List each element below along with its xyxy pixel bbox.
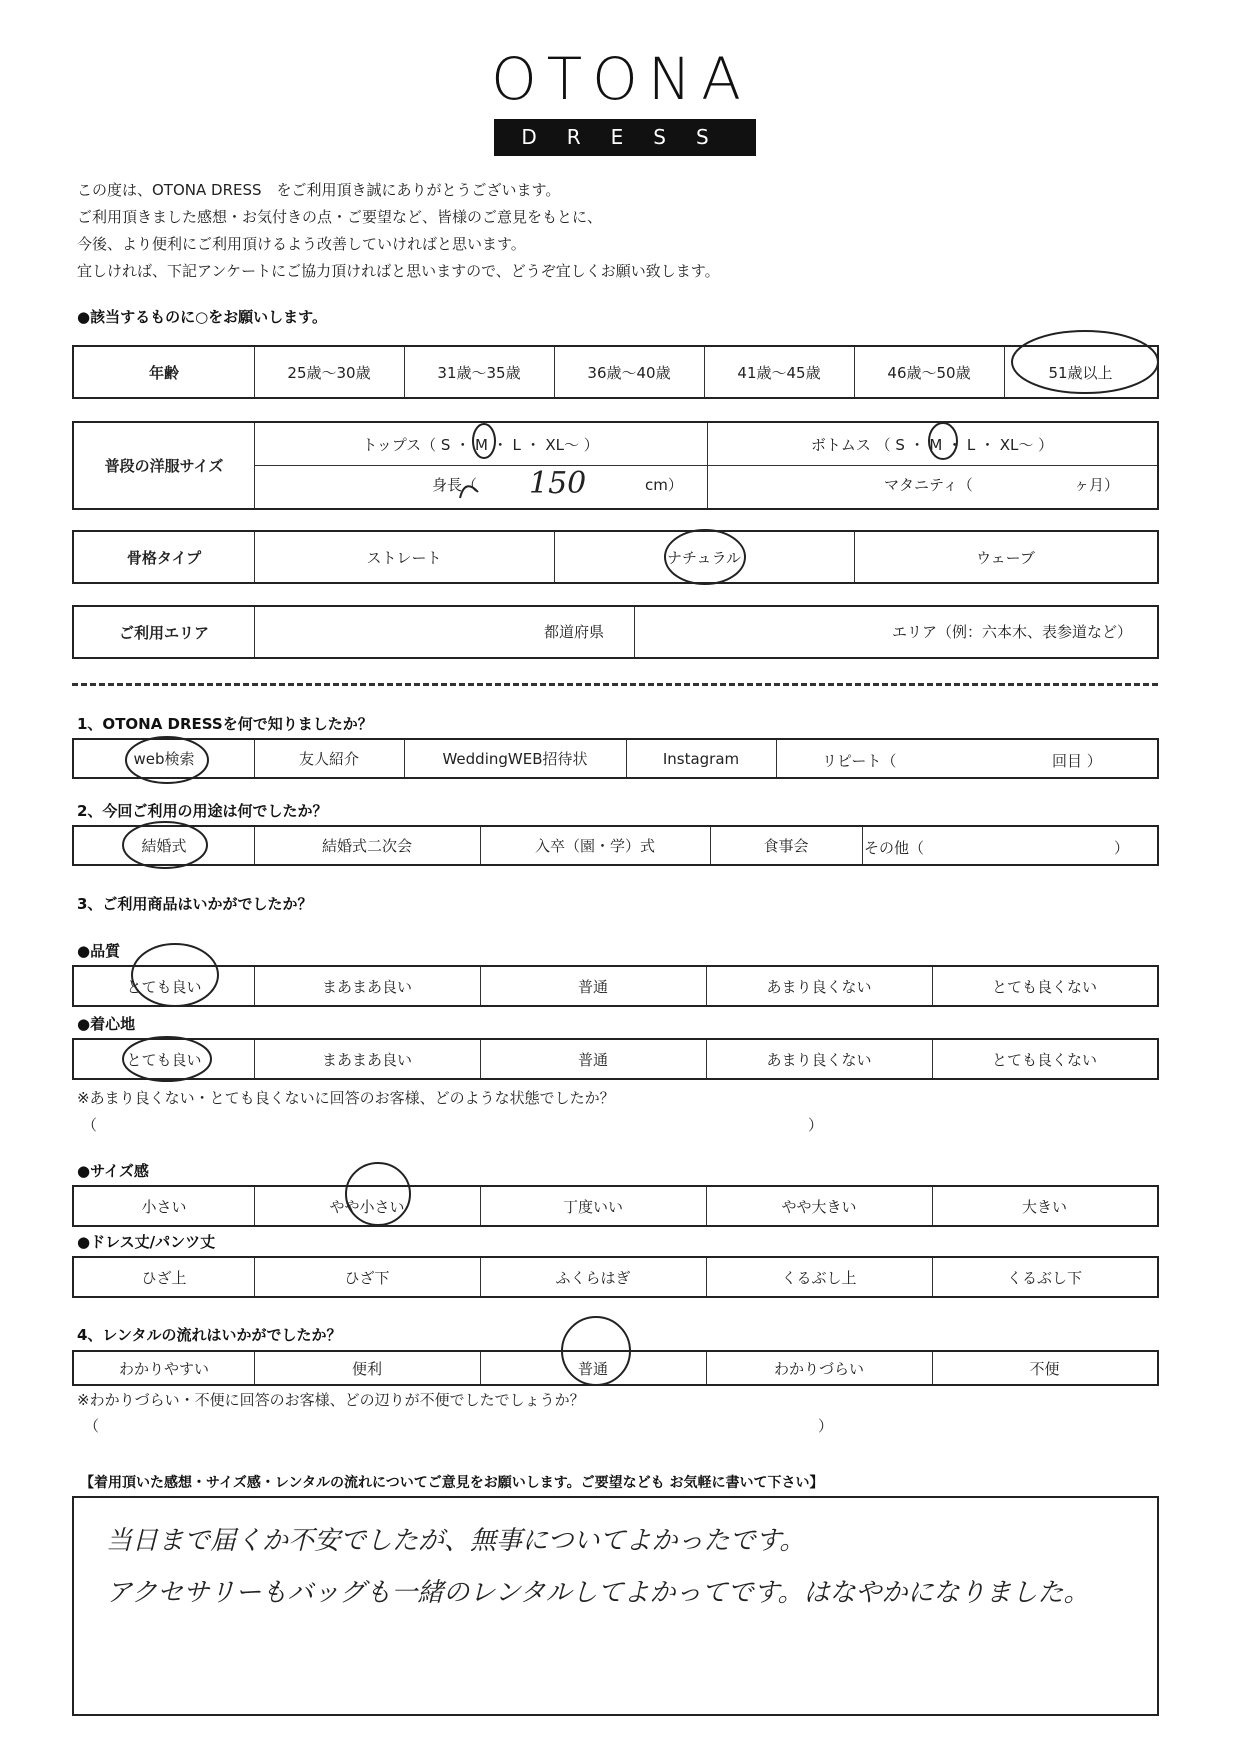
age-option[interactable]: 25歳〜30歳 [287, 363, 371, 382]
q4-title: 4、レンタルの流れはいかがでしたか？ [77, 1326, 342, 1344]
q2-option[interactable]: 食事会 [763, 837, 809, 855]
q4-paren-close: ） [818, 1417, 834, 1435]
comfort-selected-circle [123, 1037, 211, 1081]
maternity-suffix: ヶ月） [1074, 476, 1120, 494]
bottoms-selected-circle [929, 423, 957, 459]
comment-line-2: アクセサリーもバッグも一緒のレンタルしてよかってです。はなやかになりました。 [106, 1578, 1090, 1608]
quality-option[interactable]: まあまあ良い [321, 977, 412, 996]
body-type-option[interactable]: ストレート [366, 548, 442, 567]
quality-option[interactable]: あまり良くない [766, 977, 872, 996]
intro-line: この度は、OTONA DRESS をご利用頂き誠にありがとうございます。 [77, 181, 561, 199]
q4-option[interactable]: 不便 [1029, 1359, 1060, 1378]
q4-paren-open[interactable]: （ [84, 1417, 100, 1435]
quality-option[interactable]: 普通 [577, 977, 608, 996]
fit-label: ●サイズ感 [77, 1162, 149, 1180]
age-selected-circle [1012, 331, 1158, 393]
age-option[interactable]: 36歳〜40歳 [587, 363, 671, 382]
instruction: ●該当するものに○をお願いします。 [77, 308, 327, 326]
comfort-label: ●着心地 [77, 1015, 136, 1033]
comfort-paren-close: ） [808, 1116, 824, 1134]
q4-option[interactable]: わかりづらい [773, 1359, 864, 1378]
length-option[interactable]: くるぶし上 [781, 1268, 857, 1287]
comments-header: 【着用頂いた感想・サイズ感・レンタルの流れについてご意見をお願いします。ご要望なども お気軽に書いて下さい】 [80, 1475, 824, 1491]
logo-title: OTONA [491, 45, 751, 113]
length-option[interactable]: ひざ下 [344, 1268, 390, 1287]
comfort-note: ※あまり良くない・とても良くないに回答のお客様、どのような状態でしたか？ [77, 1089, 615, 1107]
quality-option-selected[interactable]: とても良い [126, 977, 202, 996]
height-value[interactable]: 150 [529, 466, 587, 501]
quality-selected-circle [132, 944, 218, 1006]
fit-option[interactable]: やや大きい [781, 1197, 857, 1216]
body-type-selected-circle [665, 530, 745, 584]
bottoms-sizes[interactable]: ボトムス （ S ・ M ・ L ・ XL〜 ） [810, 435, 1054, 454]
fit-option[interactable]: 小さい [141, 1197, 187, 1216]
area-label: ご利用エリア [118, 623, 209, 642]
q3-title: 3、ご利用商品はいかがでしたか？ [77, 895, 313, 913]
q2-other-prefix[interactable]: その他（ [864, 839, 925, 857]
height-suffix: cm） [645, 476, 683, 494]
q4-option-selected[interactable]: 普通 [577, 1359, 608, 1378]
maternity-prefix: マタニティ（ [884, 476, 973, 494]
q4-note: ※わかりづらい・不便に回答のお客様、どの辺りが不便でしたでしょうか？ [77, 1391, 585, 1409]
q2-option-selected[interactable]: 結婚式 [141, 837, 187, 855]
fit-option[interactable]: 大きい [1021, 1197, 1067, 1216]
q2-other-suffix: ） [1114, 839, 1130, 857]
comfort-option-selected[interactable]: とても良い [126, 1050, 202, 1069]
comfort-option[interactable]: あまり良くない [766, 1050, 872, 1069]
q1-option-selected[interactable]: web検索 [133, 750, 195, 768]
area-hint[interactable]: エリア（例：六本木、表参道など） [892, 623, 1133, 641]
q1-repeat-suffix: 回目 ） [1052, 752, 1102, 770]
q1-option[interactable]: WeddingWEB招待状 [442, 750, 588, 768]
intro-line: 今後、より便利にご利用頂けるよう改善していければと思います。 [77, 235, 526, 253]
q1-title: 1、OTONA DRESSを何で知りましたか？ [77, 715, 373, 733]
q1-option[interactable]: 友人紹介 [298, 750, 359, 768]
age-option[interactable]: 46歳〜50歳 [887, 363, 971, 382]
fit-option-selected[interactable]: やや小さい [329, 1197, 405, 1216]
quality-option[interactable]: とても良くない [991, 977, 1097, 996]
quality-label: ●品質 [77, 942, 121, 960]
height-pen-stroke [460, 486, 478, 498]
q1-selected-circle [126, 737, 208, 783]
fit-option[interactable]: 丁度いい [562, 1197, 623, 1216]
body-type-option-selected[interactable]: ナチュラル [666, 548, 742, 567]
comfort-option[interactable]: まあまあ良い [321, 1050, 412, 1069]
q1-option[interactable]: Instagram [662, 749, 740, 768]
q2-selected-circle [123, 822, 207, 868]
q2-option[interactable]: 入卒（園・学）式 [534, 837, 655, 855]
height-prefix: 身長（ [432, 476, 478, 494]
length-label: ●ドレス丈/パンツ丈 [77, 1233, 216, 1251]
age-option[interactable]: 31歳〜35歳 [437, 363, 521, 382]
intro-line: 宜しければ、下記アンケートにご協力頂ければと思いますので、どうぞ宜しくお願い致します。 [77, 262, 720, 280]
age-label: 年齢 [148, 363, 179, 382]
age-option-selected[interactable]: 51歳以上 [1048, 363, 1113, 382]
tops-selected-circle [473, 424, 495, 458]
tops-sizes[interactable]: トップス（ S ・ M ・ L ・ XL〜 ） [362, 435, 599, 454]
q2-option[interactable]: 結婚式二次会 [321, 837, 412, 855]
prefecture-label[interactable]: 都道府県 [544, 623, 605, 641]
logo-subtitle: DRESS [494, 119, 756, 156]
body-type-label: 骨格タイプ [126, 548, 202, 567]
length-option[interactable]: ひざ上 [141, 1268, 187, 1287]
comfort-option[interactable]: とても良くない [991, 1050, 1097, 1069]
size-label: 普段の洋服サイズ [104, 457, 224, 475]
q1-repeat-prefix[interactable]: リピート（ [822, 752, 897, 770]
length-option[interactable]: くるぶし下 [1006, 1268, 1082, 1287]
age-option[interactable]: 41歳〜45歳 [737, 363, 821, 382]
fit-selected-circle [346, 1163, 410, 1225]
intro-line: ご利用頂きました感想・お気付きの点・ご要望など、皆様のご意見をもとに、 [77, 208, 603, 226]
comfort-option[interactable]: 普通 [577, 1050, 608, 1069]
length-option[interactable]: ふくらはぎ [555, 1268, 631, 1287]
q4-option[interactable]: わかりやすい [118, 1359, 209, 1378]
q4-option[interactable]: 便利 [351, 1359, 382, 1378]
q4-selected-circle [562, 1317, 630, 1385]
q2-title: 2、今回ご利用の用途は何でしたか？ [77, 802, 328, 820]
comment-line-1: 当日まで届くか不安でしたが、無事についてよかったです。 [106, 1526, 806, 1556]
comfort-paren-open[interactable]: （ [82, 1116, 98, 1134]
body-type-option[interactable]: ウェーブ [976, 548, 1035, 567]
